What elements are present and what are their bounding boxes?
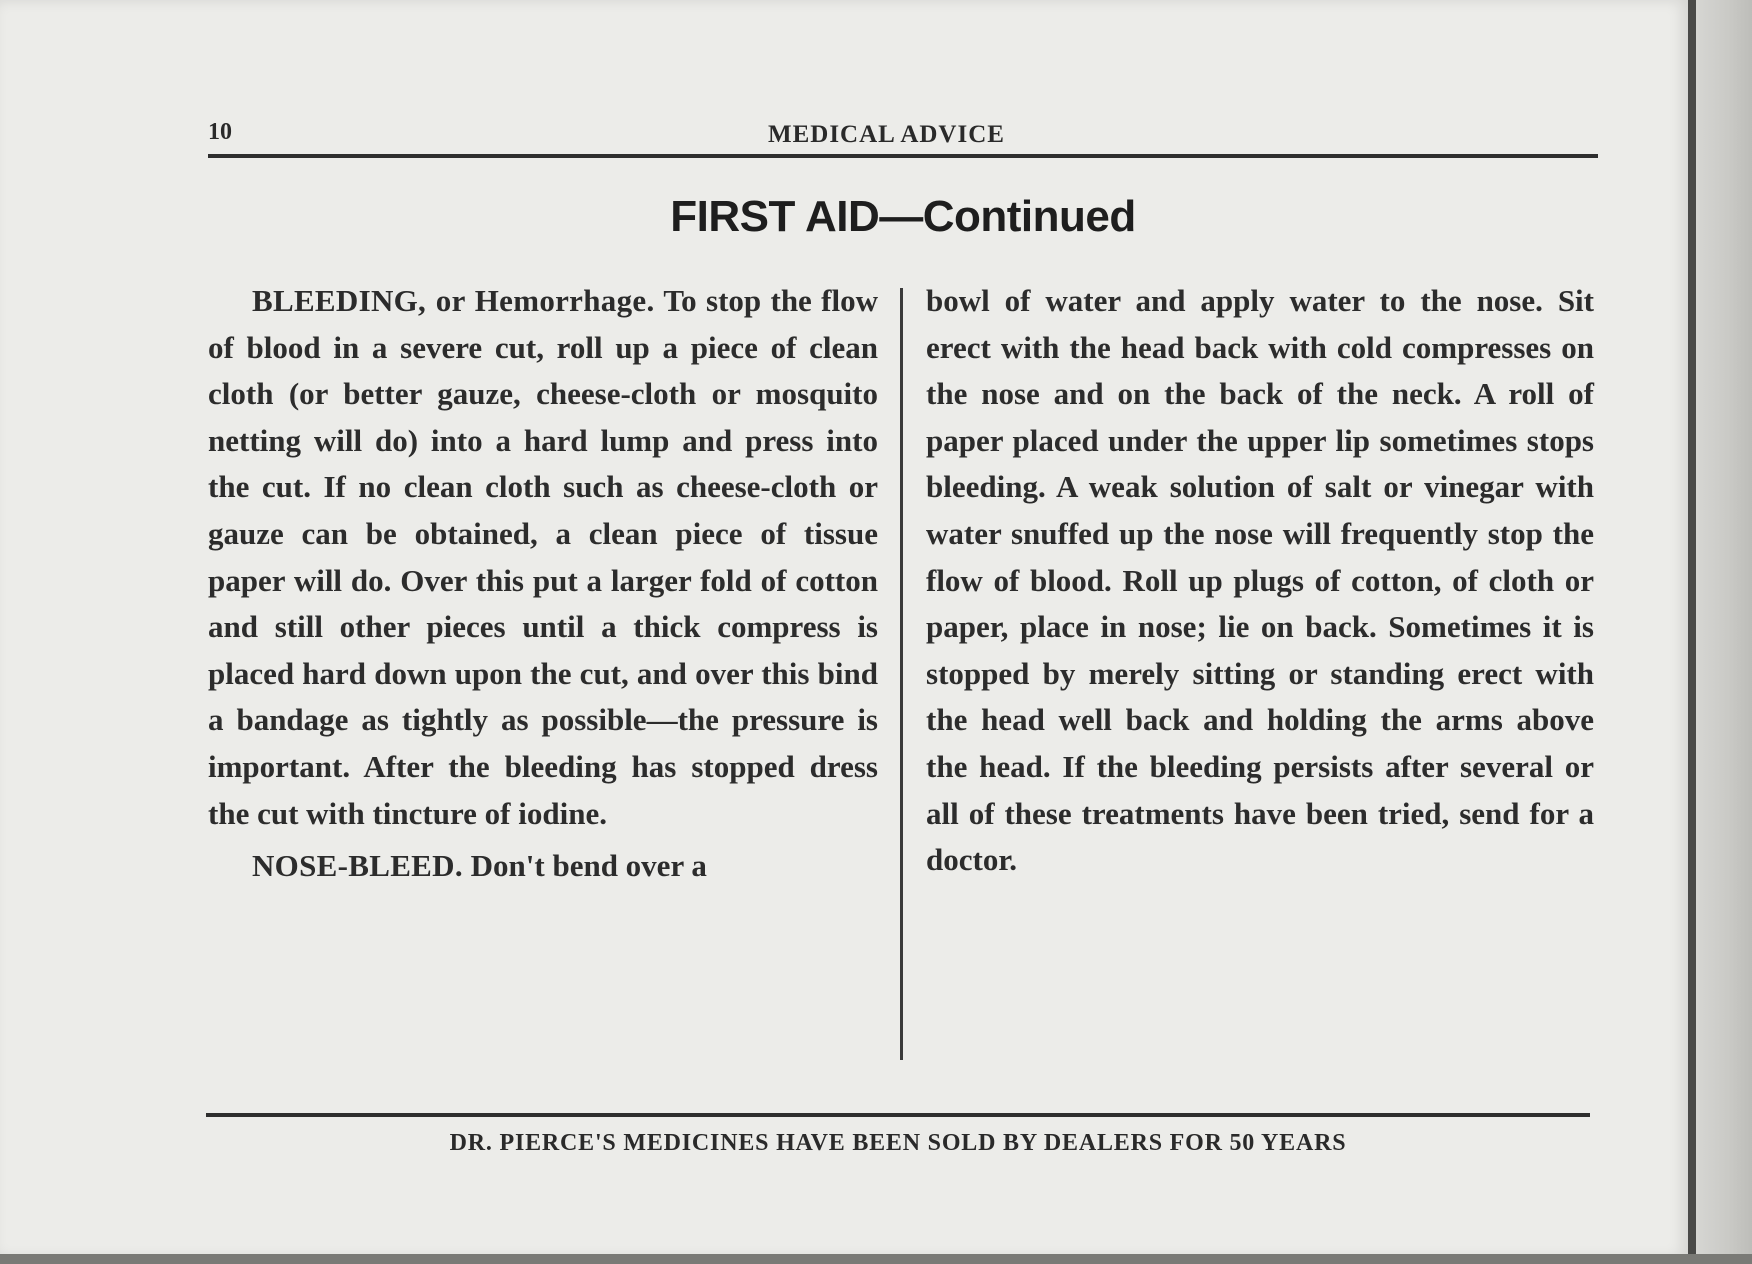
right-column [926, 278, 1594, 890]
section-title: FIRST AID—Continued [670, 192, 1136, 241]
nose-bleed-text-start: Don't bend over a [470, 848, 707, 884]
running-head: MEDICAL ADVICE [768, 121, 1005, 148]
header-rule [208, 154, 1598, 158]
footer-rule [206, 1113, 1590, 1117]
bleeding-heading: BLEEDING, or Hemorrhage. [252, 283, 655, 318]
page-footer: DR. PIERCE'S MEDICINES HAVE BEEN SOLD BY DEALERS FOR 50 YEARS [449, 1130, 1347, 1156]
page-number: 10 [208, 119, 232, 145]
column-divider [900, 288, 903, 1060]
nose-bleed-paragraph [208, 843, 878, 890]
bleeding-paragraph [208, 278, 878, 837]
nose-bleed-text-continued: bowl of water and apply water to the nose. Sit erect with the head back with cold compresses on the nose and on the back of the neck. A roll of paper placed under the upper lip sometimes stops bleeding. A weak solution of salt or vinegar with water snuffed up the nose will frequently stop the flow of blood. Roll up plugs of cotton, of cloth or paper, place in nose; lie on back. Sometimes it is stopped by merely sitting or standing erect with the head well back and holding the arms above the head. If the bleeding persists after several or all of these treatments have been tried, send for a doctor. [926, 283, 1594, 878]
book-spine [1696, 0, 1752, 1264]
left-column [208, 278, 878, 896]
nose-bleed-heading: NOSE-BLEED. [252, 848, 463, 884]
book-binding-edge [1688, 0, 1696, 1264]
page-bottom-edge [0, 1254, 1752, 1264]
bleeding-text: To stop the flow of blood in a severe cut, roll up a piece of clean cloth (or better gauze, cheese-cloth or mosquito netting will do) into a hard lump and press into the cut. If no clean cloth such as cheese-cloth or gauze can be obtained, a clean piece of tissue paper will do. Over this put a larger fold of cotton and still other pieces until a thick compress is placed hard down upon the cut, and over this bind a bandage as tightly as possible—the pressure is important. After the bleeding has stopped dress the cut with tincture of iodine. [208, 283, 878, 831]
page-header [208, 115, 1598, 151]
